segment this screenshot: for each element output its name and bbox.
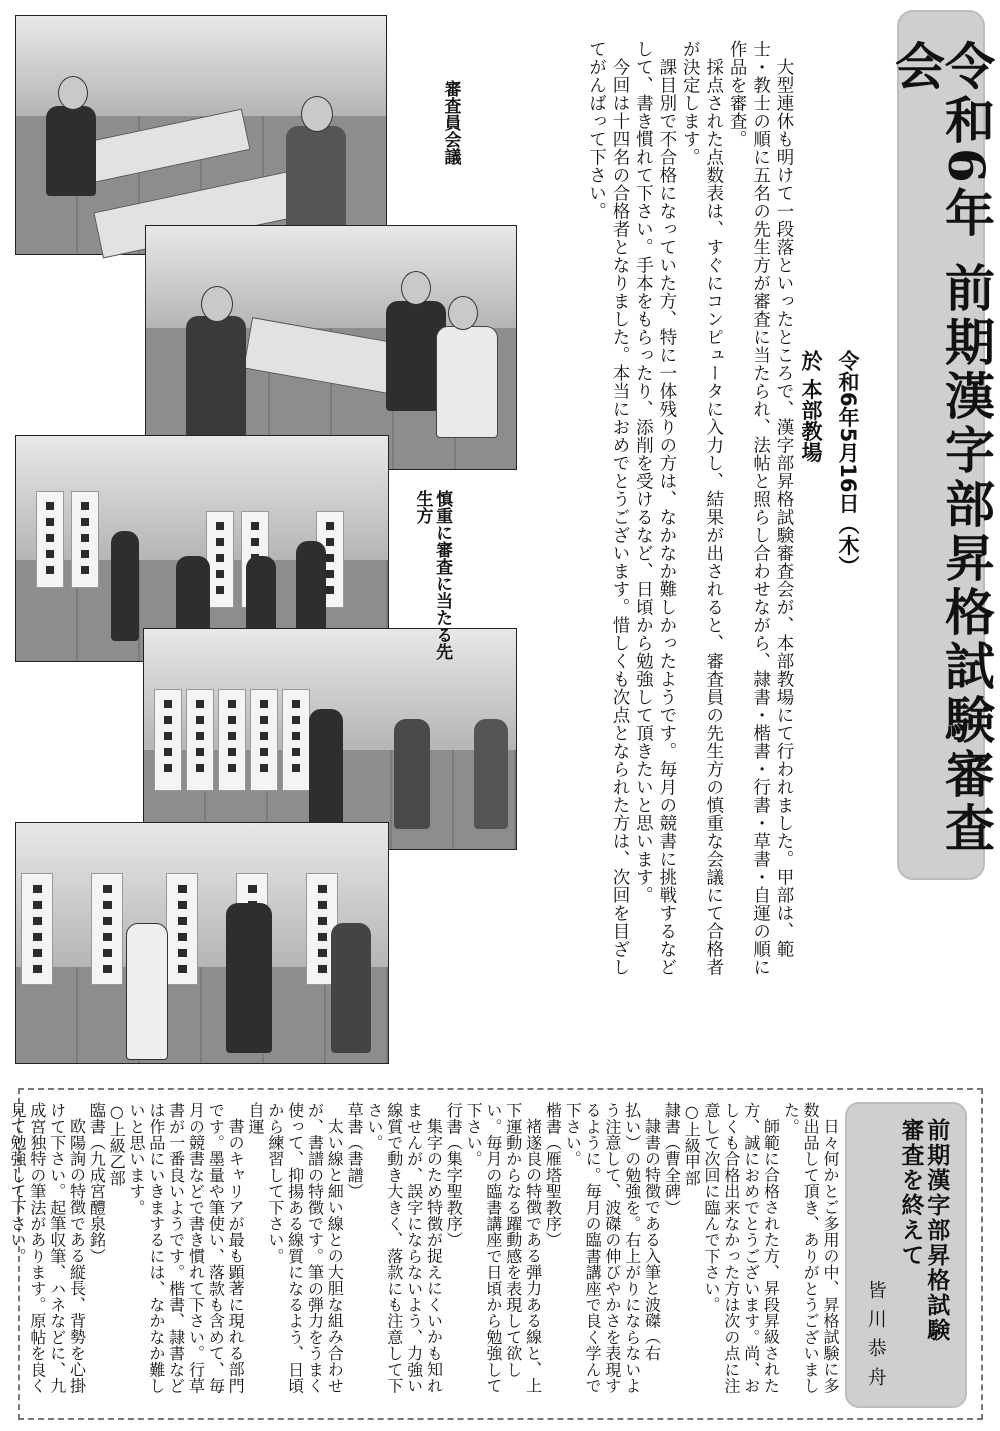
photo-scroll bbox=[91, 873, 123, 985]
photo-caption: 慎重に審査に当たる先生方 bbox=[412, 490, 453, 660]
article-paragraph: 課目別で不合格になっていた方、特に一体残りの方は、なかなか難しかったようです。毎月の競書に挑戦するなどして、書き慣れて下さい。手本をもらったり、添削を受けるなど、日頃から勉強して頂きたいと思います。 bbox=[633, 40, 677, 976]
review-item-head: 楷書（雁塔聖教序） bbox=[543, 1102, 563, 1248]
review-author: 皆川恭舟 bbox=[864, 1280, 887, 1396]
photo-person-head bbox=[201, 286, 233, 322]
photo-person bbox=[286, 126, 346, 236]
date-venue bbox=[800, 350, 858, 650]
review-title-line: 前期漢字部昇格試験 bbox=[923, 1118, 951, 1343]
photo-person bbox=[436, 326, 498, 438]
review-item-head: 隷書（曹全碑） bbox=[662, 1102, 682, 1216]
photo-person-head bbox=[401, 271, 431, 305]
photo-caption: 審査員会議 bbox=[440, 80, 461, 165]
photo-person bbox=[296, 541, 326, 641]
review-item-head: ○上級甲部 bbox=[682, 1102, 702, 1186]
page-title: 令和6年 前期漢字部昇格試験審査会 bbox=[887, 40, 996, 857]
photo-teachers-checking bbox=[15, 822, 389, 1064]
article-paragraph: 採点された点数表は、すぐにコンピュータに入力し、結果が出されると、審査員の先生方の慎重な会議にて合格者が決定します。 bbox=[680, 40, 724, 976]
photo-scroll bbox=[206, 511, 234, 608]
review-item-head: 自運 bbox=[245, 1102, 265, 1135]
photo-person-head bbox=[58, 76, 88, 110]
event-date: 令和6年5月16日（木） bbox=[836, 350, 860, 577]
review-item-head: 行書（集字聖教序） bbox=[444, 1102, 464, 1248]
review-item-body: 払い）の勉強を。右上がりにならないよう注意して、波磔の伸びやかさを表現するように。毎月の臨書講座で良く学んで下さい。 bbox=[563, 1102, 642, 1394]
review-title bbox=[898, 1118, 950, 1406]
photo-scroll bbox=[250, 689, 278, 791]
photo-scroll bbox=[71, 491, 99, 588]
article-body bbox=[560, 40, 795, 990]
photo-scroll bbox=[282, 689, 310, 791]
photo-person bbox=[309, 709, 343, 829]
title-banner bbox=[887, 10, 996, 880]
photo-judges-at-table bbox=[145, 225, 517, 470]
review-title-line: 審査を終えて bbox=[897, 1118, 925, 1268]
photo-person-head bbox=[301, 96, 333, 132]
review-item-head: ○上級乙部 bbox=[107, 1102, 127, 1186]
review-item-body: 欧陽詢の特徴である縦長、背勢を心掛けて下さい。起筆収筆、ハネなどに、九成宮独特の筆法があります。原帖を良く見て勉強して下さい。 bbox=[8, 1102, 87, 1394]
photo-scroll bbox=[166, 873, 198, 985]
review-item-body: 書のキャリアが最も顕著に現れる部門です。墨量や筆使い、落款も含めて、毎月の競書などで書き慣れて下さい。行草書が一番良いようです。楷書、隷書などは作品にいきまするには、なかなか難しいと思います。 bbox=[127, 1102, 246, 1394]
photo-scroll bbox=[218, 689, 246, 791]
photo-scroll bbox=[21, 873, 53, 985]
review-item-body: 集字のため特徴が捉えにくいかも知れませんが、誤字にならないよう、力強い線質で動き大きく、落款にも注意して下さい。 bbox=[364, 1102, 444, 1394]
photo-judges-meeting bbox=[15, 15, 387, 255]
photo-person bbox=[394, 719, 430, 829]
event-venue: 於 本部教場 bbox=[799, 350, 823, 463]
photo-scroll bbox=[154, 689, 182, 791]
photo-person bbox=[186, 316, 246, 446]
photo-person-head bbox=[448, 296, 478, 330]
article-paragraph: 今回は十四名の合格者となりました。本当におめでとうございます。惜しくも次点となられた方は、次回を目ざしてがんばって下さい。 bbox=[586, 40, 630, 976]
photo-scroll bbox=[36, 491, 64, 588]
photo-person bbox=[331, 923, 371, 1053]
review-title-box bbox=[845, 1102, 967, 1408]
review-item-head: 臨書（九成宮醴泉銘） bbox=[87, 1102, 107, 1264]
photo-person bbox=[111, 531, 139, 641]
photo-person bbox=[226, 903, 272, 1053]
article-paragraph: 大型連休も明けて一段落といったところで、漢字部昇格試験審査会が、本部教場にて行われました。甲部は、範士・教士の順に五名の先生方が審査に当たられ、法帖と照らし合わせながら、隷書・楷書・行書・草書・自運の順に作品を審査。 bbox=[727, 40, 794, 976]
review-item-body: 褚遂良の特徴である弾力ある線と、上下運動からなる躍動感を表現して欲しい。毎月の臨書講座で日頃から勉強して下さい。 bbox=[464, 1102, 543, 1394]
photo-scroll bbox=[186, 689, 214, 791]
photo-scroll-inspection bbox=[143, 628, 517, 850]
review-item-body: 太い線と細い線との大胆な組み合わせが、書譜の特徴です。筆の弾力をうまく使って、抑揚ある線質になるよう、日頃から練習して下さい。 bbox=[265, 1102, 345, 1394]
photo-person bbox=[474, 719, 508, 829]
review-item-head: 草書（書譜） bbox=[345, 1102, 365, 1200]
review-intro: 日々何かとご多用の中、昇格試験に多数出品して頂き、ありがとうございました。 bbox=[781, 1102, 840, 1394]
photo-person bbox=[46, 106, 96, 196]
review-intro: 師範に合格された方、昇段昇級された方、誠におめでとうございます。尚、おしくも合格出来なかった方は次の点に注意して次回に臨んで下さい。 bbox=[702, 1102, 781, 1394]
photo-person bbox=[126, 923, 168, 1060]
review-item-body: 隷書の特徴である入筆と波磔（右 bbox=[642, 1118, 662, 1361]
review-body bbox=[8, 1102, 840, 1407]
